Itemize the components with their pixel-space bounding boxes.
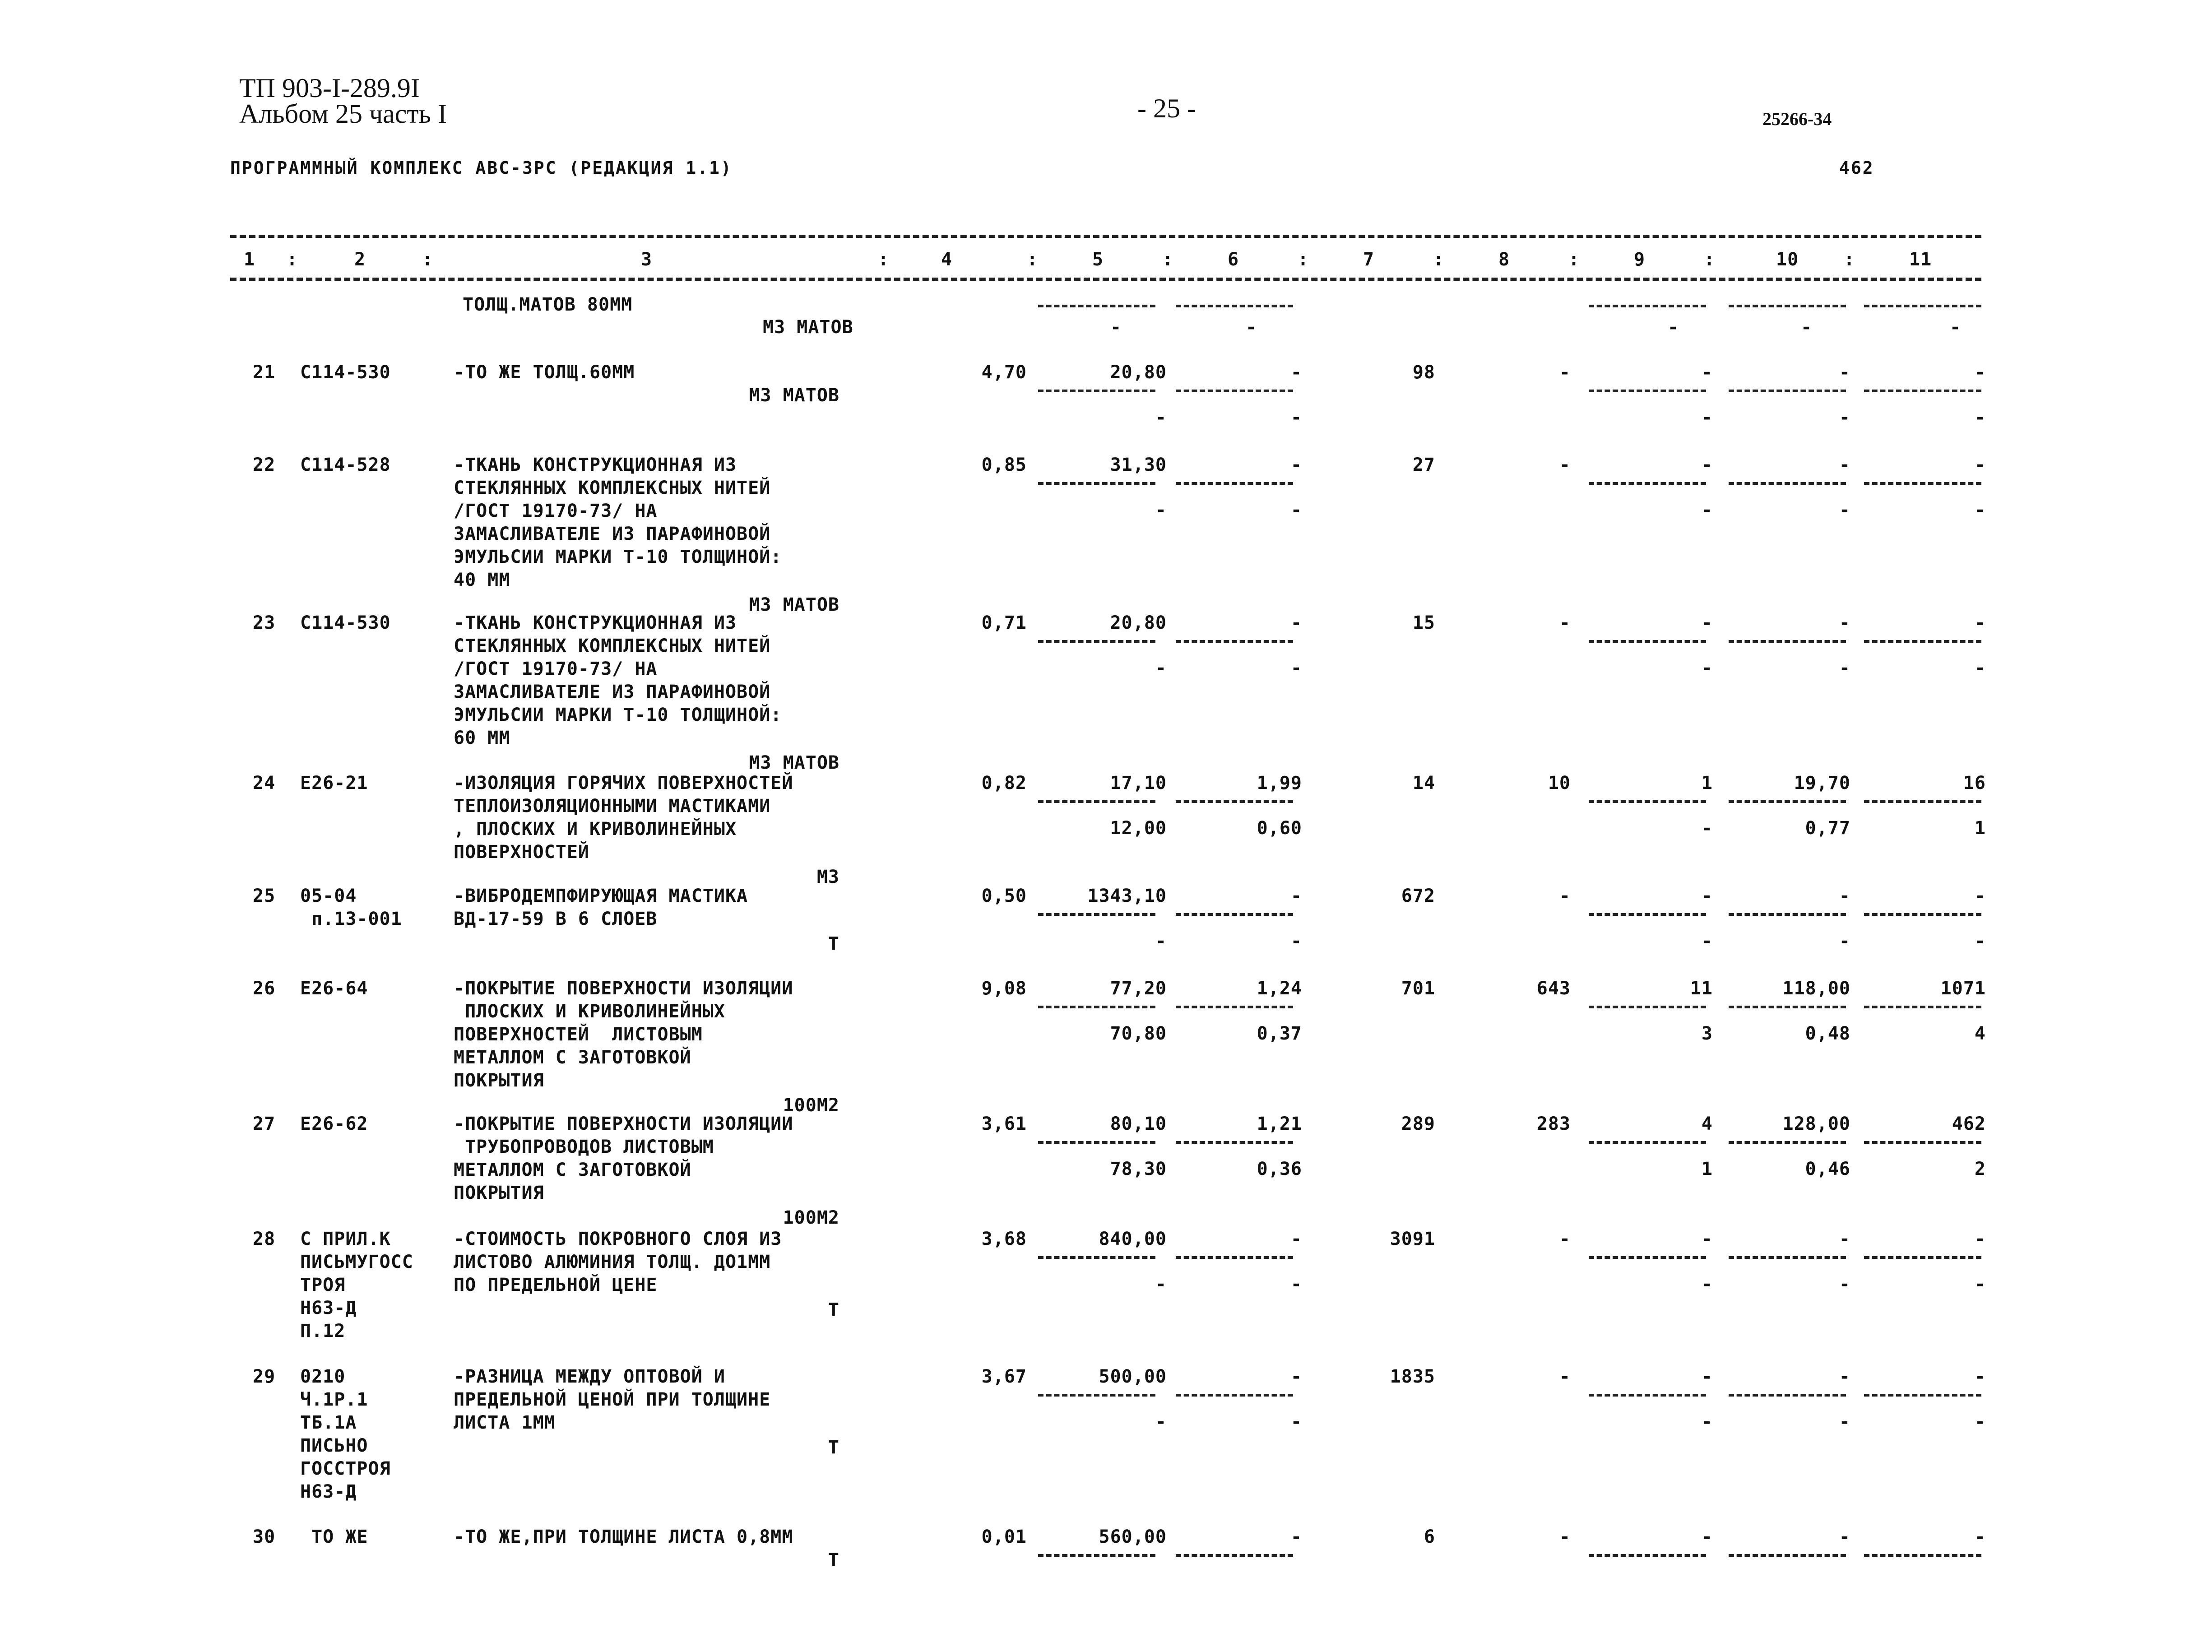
col-header-6: 6 bbox=[1228, 249, 1239, 270]
row-number: 26 bbox=[253, 978, 276, 999]
subtotal-rule bbox=[1176, 1554, 1293, 1557]
row-c9: 4 bbox=[1701, 1114, 1713, 1134]
row-unit: Т bbox=[828, 1437, 839, 1458]
row-c6: 1,24 bbox=[1257, 978, 1302, 999]
row-c10b: 0,77 bbox=[1805, 818, 1850, 839]
row-c9: - bbox=[1701, 1229, 1713, 1249]
row-c5b: 78,30 bbox=[1110, 1159, 1167, 1179]
row-c11: - bbox=[1974, 455, 1986, 475]
subtotal-rule bbox=[1729, 1006, 1846, 1008]
row-c11b: - bbox=[1974, 931, 1986, 951]
row-c7: 15 bbox=[1412, 613, 1435, 633]
row-code: С ПРИЛ.К ПИСЬМУГОСС ТРОЯ Н63-Д П.12 bbox=[300, 1229, 413, 1341]
cont-unit: М3 МАТОВ bbox=[763, 317, 853, 338]
row-c11: - bbox=[1974, 886, 1986, 906]
row-c11: - bbox=[1974, 1527, 1986, 1547]
row-c10b: - bbox=[1839, 931, 1850, 951]
col-header-10: 10 bbox=[1776, 249, 1799, 270]
row-unit: Т bbox=[828, 933, 839, 954]
row-unit: М3 МАТОВ bbox=[749, 752, 839, 773]
album-label: Альбом 25 часть I bbox=[239, 99, 447, 129]
row-qty: 0,50 bbox=[981, 886, 1027, 906]
row-c8: - bbox=[1559, 455, 1571, 475]
subtotal-rule bbox=[1176, 390, 1293, 392]
row-c10: - bbox=[1839, 886, 1850, 906]
row-c10: - bbox=[1839, 613, 1850, 633]
row-c10b: - bbox=[1839, 658, 1850, 678]
row-c9b: - bbox=[1701, 1274, 1713, 1295]
row-code: С114-528 bbox=[300, 455, 391, 475]
subtotal-rule bbox=[1864, 482, 1981, 485]
subtotal-rule bbox=[1176, 482, 1293, 485]
subtotal-rule bbox=[1589, 1394, 1706, 1397]
row-description: -ВИБРОДЕМПФИРУЮЩАЯ МАСТИКА ВД-17-59 В 6 СЛОЕВ bbox=[454, 886, 748, 929]
row-qty: 0,85 bbox=[981, 455, 1027, 475]
row-c7: 701 bbox=[1401, 978, 1435, 999]
row-c10: - bbox=[1839, 1527, 1850, 1547]
col-header-2: 2 bbox=[354, 249, 366, 270]
row-description: -ПОКРЫТИЕ ПОВЕРХНОСТИ ИЗОЛЯЦИИ ТРУБОПРОВОДОВ ЛИСТОВЫМ МЕТАЛЛОМ С ЗАГОТОВКОЙ ПОКРЫТИЯ bbox=[454, 1114, 793, 1203]
row-c10: - bbox=[1839, 1366, 1850, 1387]
row-c10b: - bbox=[1839, 1274, 1850, 1295]
row-c9: 1 bbox=[1701, 773, 1713, 794]
row-code: 05-04 п.13-001 bbox=[300, 886, 402, 929]
row-number: 28 bbox=[253, 1229, 276, 1249]
row-c6b: - bbox=[1290, 658, 1302, 678]
subtotal-rule bbox=[1589, 1141, 1706, 1144]
subtotal-rule bbox=[1729, 482, 1846, 485]
subtotal-rule bbox=[1038, 800, 1155, 803]
row-description: -СТОИМОСТЬ ПОКРОВНОГО СЛОЯ ИЗ ЛИСТОВО АЛЮМИНИЯ ТОЛЩ. ДО1ММ ПО ПРЕДЕЛЬНОЙ ЦЕНЕ bbox=[454, 1229, 782, 1295]
row-c5: 20,80 bbox=[1110, 362, 1167, 383]
subtotal-rule bbox=[1176, 800, 1293, 803]
row-qty: 3,61 bbox=[981, 1114, 1027, 1134]
subtotal-rule bbox=[1176, 1006, 1293, 1008]
col-header-9: 9 bbox=[1634, 249, 1646, 270]
row-c10b: - bbox=[1839, 1411, 1850, 1432]
row-c5b: - bbox=[1155, 931, 1167, 951]
subtotal-rule bbox=[1864, 640, 1981, 643]
row-number: 23 bbox=[253, 613, 276, 633]
row-c5: 77,20 bbox=[1110, 978, 1167, 999]
row-description: -ТО ЖЕ,ПРИ ТОЛЩИНЕ ЛИСТА 0,8ММ bbox=[454, 1527, 793, 1547]
row-c9: - bbox=[1701, 362, 1713, 383]
row-c6b: 0,37 bbox=[1257, 1023, 1302, 1044]
row-code: Е26-64 bbox=[300, 978, 368, 999]
row-c6b: - bbox=[1290, 1274, 1302, 1295]
row-qty: 0,82 bbox=[981, 773, 1027, 794]
col-header-7: 7 bbox=[1363, 249, 1375, 270]
subtotal-rule bbox=[1038, 1554, 1155, 1557]
row-c9: 11 bbox=[1690, 978, 1713, 999]
row-unit: М3 МАТОВ bbox=[749, 594, 839, 615]
row-c7: 27 bbox=[1412, 455, 1435, 475]
subtotal-rule bbox=[1038, 1394, 1155, 1397]
row-c6b: - bbox=[1290, 500, 1302, 520]
archive-stamp: 25266-34 bbox=[1762, 109, 1832, 129]
row-c5: 840,00 bbox=[1099, 1229, 1167, 1249]
subtotal-rule bbox=[1589, 1554, 1706, 1557]
subtotal-rule bbox=[1864, 1394, 1981, 1397]
row-c7: 289 bbox=[1401, 1114, 1435, 1134]
row-qty: 3,67 bbox=[981, 1366, 1027, 1387]
subtotal-rule bbox=[1176, 1394, 1293, 1397]
row-number: 21 bbox=[253, 362, 276, 383]
subtotal-rule bbox=[1038, 913, 1155, 916]
row-c6: - bbox=[1290, 1229, 1302, 1249]
row-c11: - bbox=[1974, 1366, 1986, 1387]
subtotal-rule bbox=[1038, 390, 1155, 392]
row-c10: 19,70 bbox=[1794, 773, 1850, 794]
row-code: С114-530 bbox=[300, 362, 391, 383]
row-description: -ИЗОЛЯЦИЯ ГОРЯЧИХ ПОВЕРХНОСТЕЙ ТЕПЛОИЗОЛЯЦИОННЫМИ МАСТИКАМИ , ПЛОСКИХ И КРИВОЛИНЕЙНЫХ ПОВЕРХНОСТЕЙ bbox=[454, 773, 793, 863]
cont-desc: ТОЛЩ.МАТОВ 80ММ bbox=[463, 294, 633, 315]
row-c9: - bbox=[1701, 886, 1713, 906]
row-c10b: - bbox=[1839, 500, 1850, 520]
row-c5b: 12,00 bbox=[1110, 818, 1167, 839]
row-number: 29 bbox=[253, 1366, 276, 1387]
cont-c10b: - bbox=[1801, 317, 1813, 338]
row-c6: - bbox=[1290, 1366, 1302, 1387]
row-c11b: - bbox=[1974, 658, 1986, 678]
subtotal-rule bbox=[1864, 1554, 1981, 1557]
row-c11b: 1 bbox=[1974, 818, 1986, 839]
row-qty: 0,01 bbox=[981, 1527, 1027, 1547]
row-code: С114-530 bbox=[300, 613, 391, 633]
row-c5: 80,10 bbox=[1110, 1114, 1167, 1134]
row-unit: 100М2 bbox=[783, 1207, 839, 1228]
row-c6: 1,99 bbox=[1257, 773, 1302, 794]
row-c8: 643 bbox=[1536, 978, 1571, 999]
page-number: - 25 - bbox=[1137, 93, 1196, 123]
row-c10: - bbox=[1839, 1229, 1850, 1249]
row-c9b: - bbox=[1701, 1411, 1713, 1432]
row-c10b: - bbox=[1839, 407, 1850, 428]
row-c8: - bbox=[1559, 886, 1571, 906]
row-c11b: 4 bbox=[1974, 1023, 1986, 1044]
row-c5b: - bbox=[1155, 1274, 1167, 1295]
row-c10: 128,00 bbox=[1782, 1114, 1850, 1134]
row-c5: 17,10 bbox=[1110, 773, 1167, 794]
subtotal-rule bbox=[1729, 1394, 1846, 1397]
row-c8: 283 bbox=[1536, 1114, 1571, 1134]
subtotal-rule bbox=[1729, 390, 1846, 392]
row-number: 22 bbox=[253, 455, 276, 475]
row-c8: - bbox=[1559, 1527, 1571, 1547]
cont-c6b: - bbox=[1246, 317, 1257, 338]
row-c7: 1835 bbox=[1390, 1366, 1435, 1387]
subtotal-rule bbox=[1729, 1141, 1846, 1144]
subtotal-rule bbox=[1038, 1006, 1155, 1008]
subtotal-rule bbox=[1864, 913, 1981, 916]
row-c9: - bbox=[1701, 455, 1713, 475]
row-c9: - bbox=[1701, 613, 1713, 633]
row-c6b: - bbox=[1290, 1411, 1302, 1432]
row-description: -ТКАНЬ КОНСТРУКЦИОННАЯ ИЗ СТЕКЛЯННЫХ КОМПЛЕКСНЫХ НИТЕЙ /ГОСТ 19170-73/ НА ЗАМАСЛИВАТЕЛЕ ИЗ ПАРАФИНОВОЙ ЭМУЛЬСИИ МАРКИ Т-10 ТОЛЩИНОЙ: 60 ММ bbox=[454, 613, 782, 748]
row-c11b: - bbox=[1974, 1274, 1986, 1295]
row-c7: 98 bbox=[1412, 362, 1435, 383]
subtotal-rule bbox=[1589, 1006, 1706, 1008]
row-c9b: - bbox=[1701, 407, 1713, 428]
row-c5b: - bbox=[1155, 500, 1167, 520]
row-c11: 462 bbox=[1952, 1114, 1986, 1134]
row-c6: - bbox=[1290, 1527, 1302, 1547]
subtotal-rule bbox=[1589, 1256, 1706, 1259]
row-c6: - bbox=[1290, 613, 1302, 633]
subtotal-rule bbox=[1729, 1554, 1846, 1557]
row-description: -РАЗНИЦА МЕЖДУ ОПТОВОЙ И ПРЕДЕЛЬНОЙ ЦЕНОЙ ПРИ ТОЛЩИНЕ ЛИСТА 1ММ bbox=[454, 1366, 771, 1433]
row-code: Е26-21 bbox=[300, 773, 368, 794]
row-unit: Т bbox=[828, 1550, 839, 1570]
subtotal-rule bbox=[1176, 640, 1293, 643]
row-c7: 6 bbox=[1424, 1527, 1435, 1547]
row-c6b: 0,36 bbox=[1257, 1159, 1302, 1179]
row-c9b: - bbox=[1701, 931, 1713, 951]
row-c5b: - bbox=[1155, 658, 1167, 678]
row-c11: 16 bbox=[1963, 773, 1986, 794]
subtotal-rule bbox=[1729, 913, 1846, 916]
row-c5b: - bbox=[1155, 1411, 1167, 1432]
row-c10: 118,00 bbox=[1782, 978, 1850, 999]
row-c5: 31,30 bbox=[1110, 455, 1167, 475]
row-c10b: 0,46 bbox=[1805, 1159, 1850, 1179]
col-header-5: 5 bbox=[1092, 249, 1104, 270]
row-c11: - bbox=[1974, 362, 1986, 383]
row-c11: - bbox=[1974, 613, 1986, 633]
row-c10: - bbox=[1839, 455, 1850, 475]
subtotal-rule bbox=[1038, 482, 1155, 485]
subtotal-rule bbox=[1864, 1141, 1981, 1144]
cont-c9b: - bbox=[1668, 317, 1679, 338]
row-c5: 560,00 bbox=[1099, 1527, 1167, 1547]
row-unit: М3 bbox=[816, 867, 839, 887]
subtotal-rule bbox=[1589, 390, 1706, 392]
row-c11b: 2 bbox=[1974, 1159, 1986, 1179]
subtotal-rule bbox=[1038, 1256, 1155, 1259]
col-header-8: 8 bbox=[1498, 249, 1510, 270]
row-c7: 3091 bbox=[1390, 1229, 1435, 1249]
subtotal-rule bbox=[1729, 1256, 1846, 1259]
row-unit: М3 МАТОВ bbox=[749, 385, 839, 406]
subtotal-rule bbox=[1589, 913, 1706, 916]
subtotal-rule bbox=[1176, 1141, 1293, 1144]
doc-code: ТП 903-I-289.9I bbox=[239, 73, 420, 103]
subtotal-rule bbox=[1864, 1256, 1981, 1259]
row-c6: - bbox=[1290, 455, 1302, 475]
subtotal-rule bbox=[1864, 390, 1981, 392]
row-c11b: - bbox=[1974, 500, 1986, 520]
row-c8: - bbox=[1559, 1229, 1571, 1249]
row-number: 24 bbox=[253, 773, 276, 794]
row-qty: 3,68 bbox=[981, 1229, 1027, 1249]
row-qty: 9,08 bbox=[981, 978, 1027, 999]
row-c6: 1,21 bbox=[1257, 1114, 1302, 1134]
row-c9: - bbox=[1701, 1366, 1713, 1387]
row-c6b: 0,60 bbox=[1257, 818, 1302, 839]
row-c9: - bbox=[1701, 1527, 1713, 1547]
subtotal-rule bbox=[1038, 1141, 1155, 1144]
row-c6: - bbox=[1290, 886, 1302, 906]
subtotal-rule bbox=[1729, 640, 1846, 643]
row-description: -ТО ЖЕ ТОЛЩ.60ММ bbox=[454, 362, 635, 383]
row-c6b: - bbox=[1290, 931, 1302, 951]
row-description: -ТКАНЬ КОНСТРУКЦИОННАЯ ИЗ СТЕКЛЯННЫХ КОМПЛЕКСНЫХ НИТЕЙ /ГОСТ 19170-73/ НА ЗАМАСЛИВАТЕЛЕ ИЗ ПАРАФИНОВОЙ ЭМУЛЬСИИ МАРКИ Т-10 ТОЛЩИНОЙ: 40 ММ bbox=[454, 455, 782, 590]
row-c10: - bbox=[1839, 362, 1850, 383]
row-c8: - bbox=[1559, 613, 1571, 633]
row-c8: - bbox=[1559, 1366, 1571, 1387]
row-c7: 672 bbox=[1401, 886, 1435, 906]
subtotal-rule bbox=[1176, 1256, 1293, 1259]
row-description: -ПОКРЫТИЕ ПОВЕРХНОСТИ ИЗОЛЯЦИИ ПЛОСКИХ И КРИВОЛИНЕЙНЫХ ПОВЕРХНОСТЕЙ ЛИСТОВЫМ МЕТАЛЛОМ С ЗАГОТОВКОЙ ПОКРЫТИЯ bbox=[454, 978, 793, 1091]
row-c8: 10 bbox=[1548, 773, 1571, 794]
row-c11: - bbox=[1974, 1229, 1986, 1249]
subtotal-rule bbox=[1038, 640, 1155, 643]
row-c9b: - bbox=[1701, 658, 1713, 678]
row-c5: 1343,10 bbox=[1087, 886, 1167, 906]
row-qty: 0,71 bbox=[981, 613, 1027, 633]
subtotal-rule bbox=[1864, 800, 1981, 803]
row-c5: 500,00 bbox=[1099, 1366, 1167, 1387]
subtotal-rule bbox=[1589, 482, 1706, 485]
row-number: 25 bbox=[253, 886, 276, 906]
row-unit: 100М2 bbox=[783, 1095, 839, 1116]
row-code: ТО ЖЕ bbox=[300, 1527, 368, 1547]
program-title: ПРОГРАММНЫЙ КОМПЛЕКС АВС-3РС (РЕДАКЦИЯ 1.1) bbox=[230, 158, 733, 178]
col-header-1: 1 bbox=[244, 249, 255, 270]
row-qty: 4,70 bbox=[981, 362, 1027, 383]
row-c5: 20,80 bbox=[1110, 613, 1167, 633]
row-c10b: 0,48 bbox=[1805, 1023, 1850, 1044]
row-code: 0210 Ч.1Р.1 ТБ.1А ПИСЬНО ГОССТРОЯ Н63-Д bbox=[300, 1366, 391, 1502]
row-c8: - bbox=[1559, 362, 1571, 383]
subtotal-rule bbox=[1176, 913, 1293, 916]
sheet-number: 462 bbox=[1839, 158, 1874, 178]
row-c9b: 3 bbox=[1701, 1023, 1713, 1044]
row-c5b: - bbox=[1155, 407, 1167, 428]
col-header-3: 3 bbox=[641, 249, 653, 270]
row-number: 27 bbox=[253, 1114, 276, 1134]
row-c7: 14 bbox=[1412, 773, 1435, 794]
col-header-11: 11 bbox=[1909, 249, 1932, 270]
row-c5b: 70,80 bbox=[1110, 1023, 1167, 1044]
row-unit: Т bbox=[828, 1299, 839, 1320]
col-header-4: 4 bbox=[941, 249, 953, 270]
row-c9b: - bbox=[1701, 818, 1713, 839]
row-number: 30 bbox=[253, 1527, 276, 1547]
subtotal-rule bbox=[1729, 800, 1846, 803]
row-c9b: 1 bbox=[1701, 1159, 1713, 1179]
subtotal-rule bbox=[1589, 800, 1706, 803]
cont-c5b: - bbox=[1110, 317, 1122, 338]
row-c11: 1071 bbox=[1940, 978, 1986, 999]
subtotal-rule bbox=[1589, 640, 1706, 643]
row-c6b: - bbox=[1290, 407, 1302, 428]
row-c11b: - bbox=[1974, 407, 1986, 428]
row-c11b: - bbox=[1974, 1411, 1986, 1432]
cont-c11b: - bbox=[1950, 317, 1962, 338]
row-code: Е26-62 bbox=[300, 1114, 368, 1134]
row-c6: - bbox=[1290, 362, 1302, 383]
subtotal-rule bbox=[1864, 1006, 1981, 1008]
row-c9b: - bbox=[1701, 500, 1713, 520]
